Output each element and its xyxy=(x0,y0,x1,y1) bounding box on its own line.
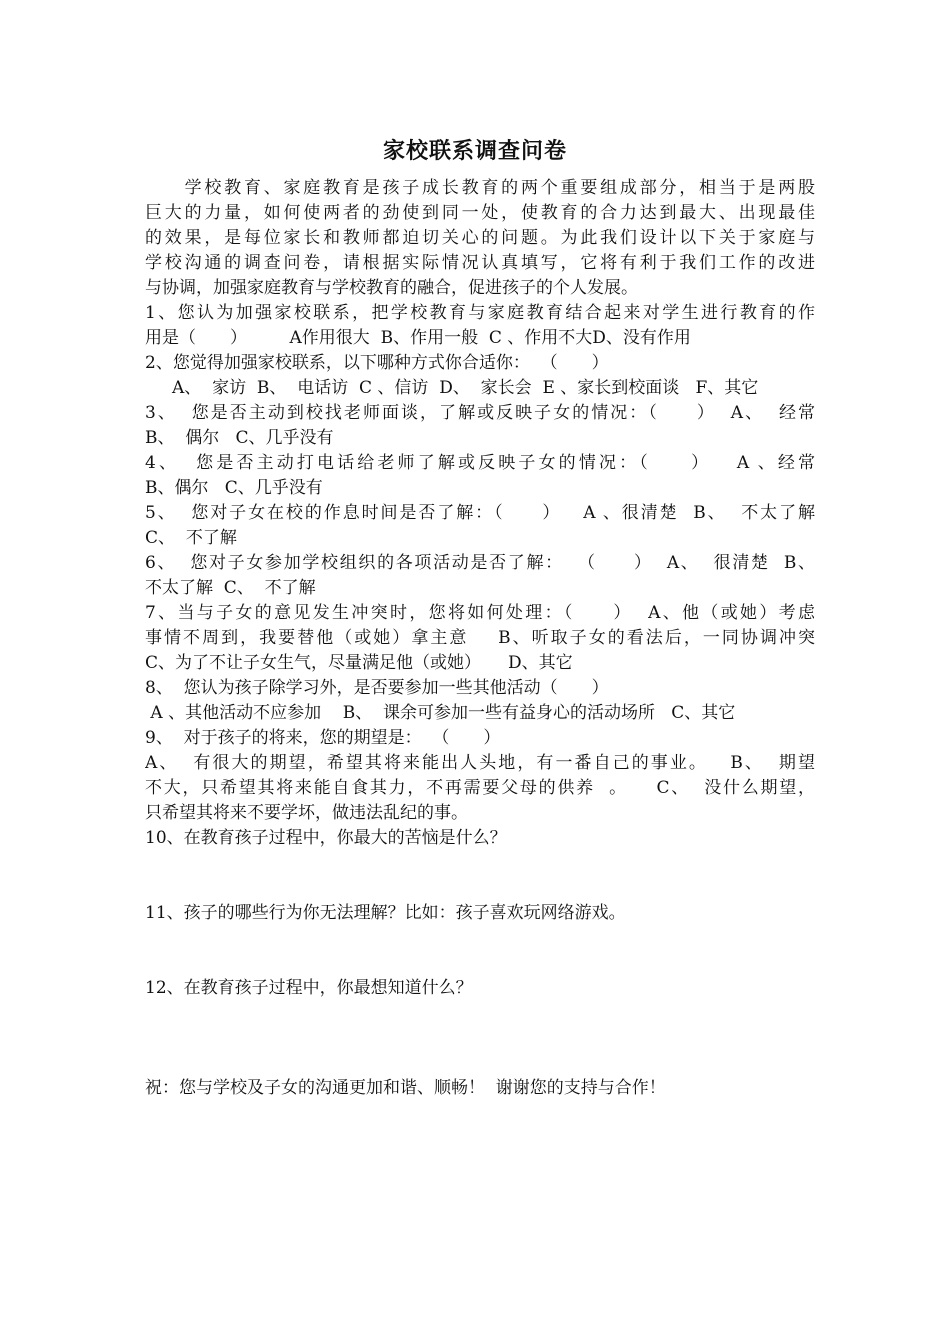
question-1: 1、您认为加强家校联系，把学校教育与家庭教育结合起来对学生进行教育的作 xyxy=(145,303,815,323)
question-10: 10、在教育孩子过程中，你最大的苦恼是什么？ xyxy=(145,828,507,848)
intro-line: 与协调，加强家庭教育与学校教育的融合，促进孩子的个人发展。 xyxy=(145,278,638,298)
intro-line: 学校教育、家庭教育是孩子成长教育的两个重要组成部分，相当于是两股 xyxy=(145,178,815,198)
question-6-options: 不太了解 C、 不了解 xyxy=(145,578,316,598)
question-4-options: B、偶尔 C、几乎没有 xyxy=(145,478,323,498)
question-9-options: A、 有很大的期望，希望其将来能出人头地，有一番自己的事业。 B、 期望 xyxy=(145,753,815,773)
intro-line: 的效果，是每位家长和教师都迫切关心的问题。为此我们设计以下关于家庭与 xyxy=(145,228,815,248)
question-7-options: C、为了不让子女生气，尽量满足他（或她） D、其它 xyxy=(145,653,573,673)
question-9: 9、 对于孩子的将来，您的期望是： （ ） xyxy=(145,728,501,748)
question-5-options: C、 不了解 xyxy=(145,528,237,548)
question-8: 8、 您认为孩子除学习外，是否要参加一些其他活动（ ） xyxy=(145,678,609,698)
question-7: 7、当与子女的意见发生冲突时，您将如何处理：（ ） A、他（或她）考虑 xyxy=(145,603,815,623)
question-2-options: A、 家访 B、 电话访 C 、信访 D、 家长会 E 、家长到校面谈 F、其它 xyxy=(145,378,759,398)
question-9-options: 不大，只希望其将来能自食其力，不再需要父母的供养 。 C、 没什么期望， xyxy=(145,778,815,798)
intro-line: 学校沟通的调查问卷，请根据实际情况认真填写，它将有利于我们工作的改进 xyxy=(145,253,815,273)
intro-line: 巨大的力量，如何使两者的劲使到同一处，使教育的合力达到最大、出现最佳 xyxy=(145,203,815,223)
document-title: 家校联系调查问卷 xyxy=(382,138,567,164)
question-12: 12、在教育孩子过程中，你最想知道什么？ xyxy=(145,978,473,998)
question-5: 5、 您对子女在校的作息时间是否了解：（ ） A 、很清楚 B、 不太了解 xyxy=(145,503,815,523)
question-4: 4、 您是否主动打电话给老师了解或反映子女的情况：（ ） A 、经常 xyxy=(145,453,815,473)
question-9-options: 只希望其将来不要学坏，做违法乱纪的事。 xyxy=(145,803,468,823)
question-3: 3、 您是否主动到校找老师面谈，了解或反映子女的情况：（ ） A、 经常 xyxy=(145,403,815,423)
question-1-options: 用是（ ） A作用很大 B、作用一般 C 、作用不大D、没有作用 xyxy=(145,328,691,348)
closing-message: 祝：您与学校及子女的沟通更加和谐、顺畅！ 谢谢您的支持与合作！ xyxy=(145,1078,666,1098)
question-6: 6、 您对子女参加学校组织的各项活动是否了解： （ ） A、 很清楚 B、 xyxy=(145,553,815,573)
question-8-options: A 、其他活动不应参加 B、 课余可参加一些有益身心的活动场所 C、其它 xyxy=(145,703,736,723)
question-3-options: B、 偶尔 C、几乎没有 xyxy=(145,428,334,448)
question-7-options: 事情不周到，我要替他（或她）拿主意 B、听取子女的看法后，一同协调冲突 xyxy=(145,628,815,648)
question-2: 2、您觉得加强家校联系，以下哪种方式你合适你： （ ） xyxy=(145,353,609,373)
question-11: 11、孩子的哪些行为你无法理解？比如：孩子喜欢玩网络游戏。 xyxy=(145,903,626,923)
